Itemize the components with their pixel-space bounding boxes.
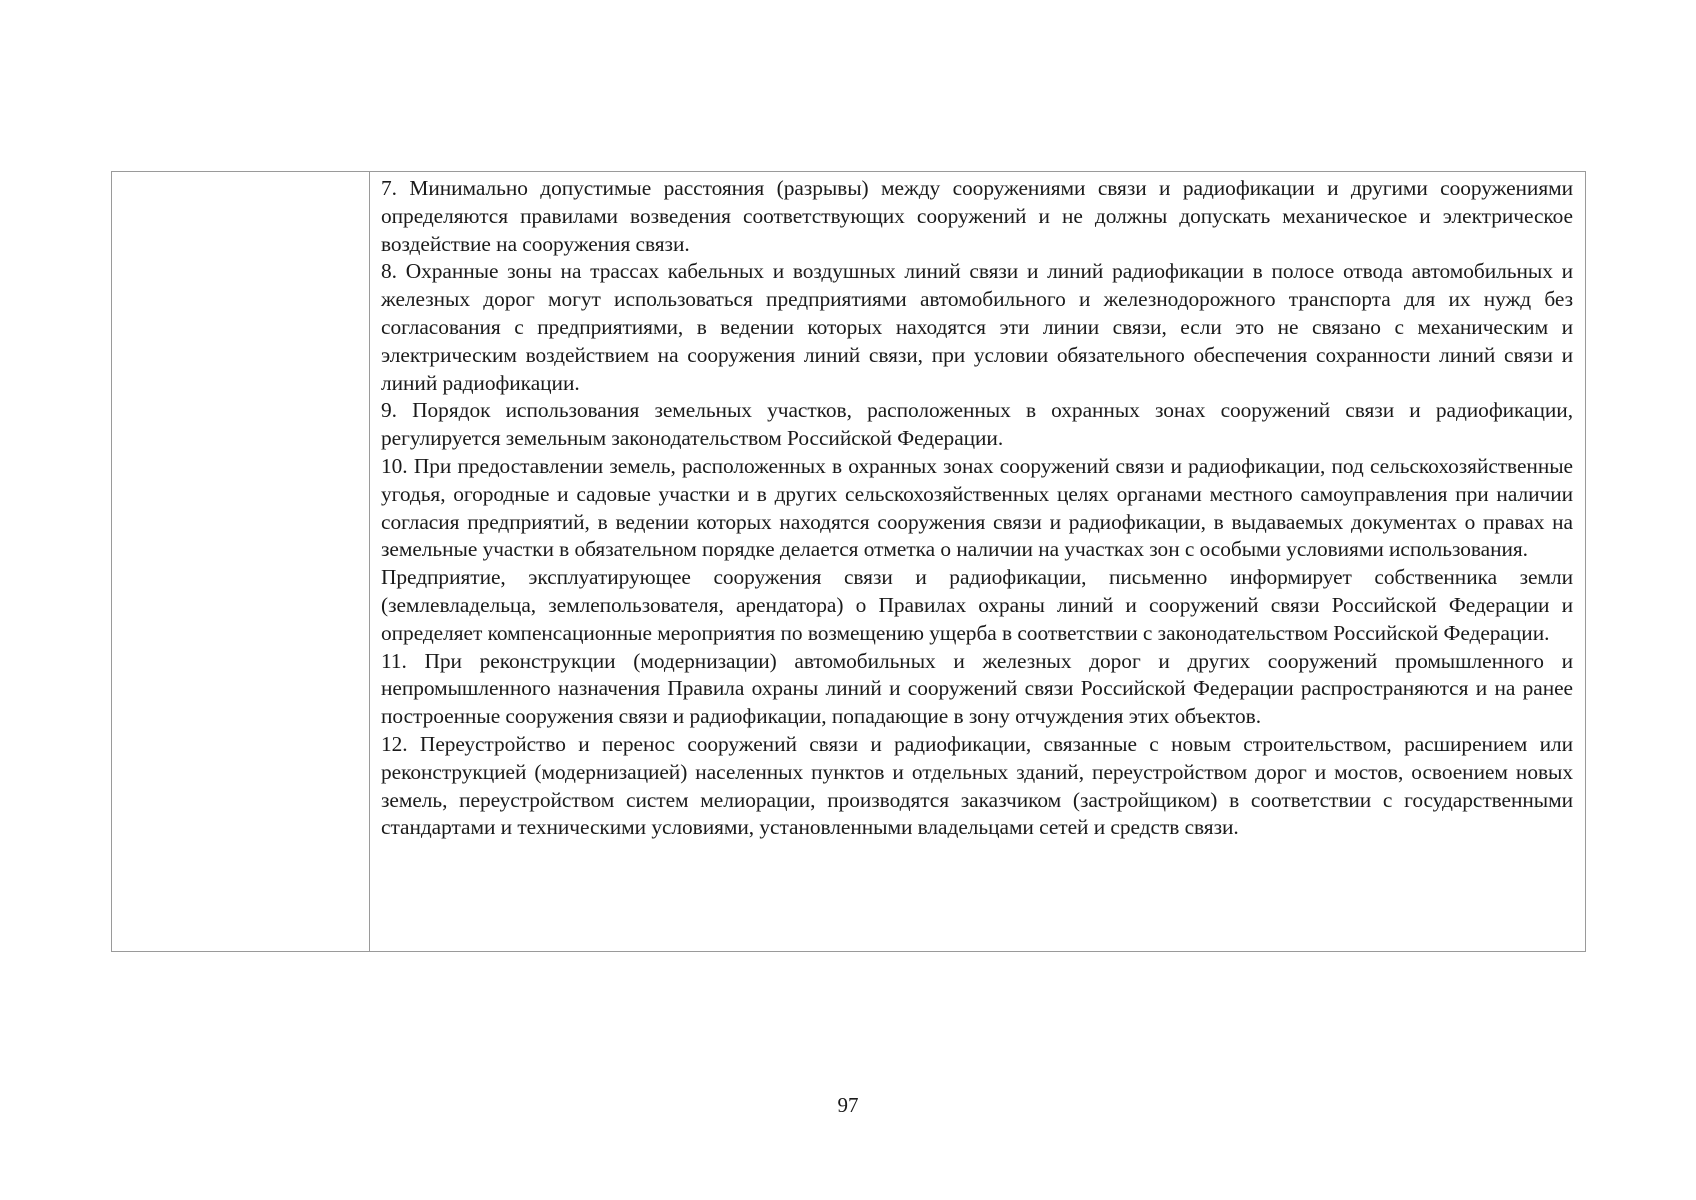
- paragraph-7: 7. Минимально допустимые расстояния (разрывы) между сооружениями связи и радиофикации и другими сооружениями определяются правилами возведения соответствующих сооружений и не должны допускать механическое и электрическое воздействие на сооружения связи.: [381, 176, 1573, 256]
- page-number: 97: [837, 1093, 859, 1117]
- paragraph-10-continuation: Предприятие, эксплуатирующее сооружения связи и радиофикации, письменно информирует собственника земли (землевладельца, землепользователя, арендатора) о Правилах охраны линий и сооружений связи Российской Федерации и определяет компенсационные мероприятия по возмещению ущерба в соответствии с законодательством Российской Федерации.: [381, 565, 1573, 645]
- paragraph-8: 8. Охранные зоны на трассах кабельных и воздушных линий связи и линий радиофикации в полосе отвода автомобильных и железных дорог могут использоваться предприятиями автомобильного и железнодорожного транспорта для их нужд без согласования с предприятиями, в ведении которых находятся эти линии связи, если это не связано с механическим и электрическим воздействием на сооружения линий связи, при условии обязательного обеспечения сохранности линий связи и линий радиофикации.: [381, 259, 1573, 395]
- paragraph-9: 9. Порядок использования земельных участков, расположенных в охранных зонах сооружений связи и радиофикации, регулируется земельным законодательством Российской Федерации.: [381, 398, 1573, 451]
- paragraph-12: 12. Переустройство и перенос сооружений связи и радиофикации, связанные с новым строительством, расширением или реконструкцией (модернизацией) населенных пунктов и отдельных зданий, переустройством дорог и мостов, освоением новых земель, переустройством систем мелиорации, производятся заказчиком (застройщиком) в соответствии с государственными стандартами и техническими условиями, установленными владельцами сетей и средств связи.: [381, 731, 1573, 840]
- table-left-cell: [112, 172, 370, 951]
- paragraph-11: 11. При реконструкции (модернизации) автомобильных и железных дорог и других сооружений промышленного и непромышленного назначения Правила охраны линий и сооружений связи Российской Федерации распространяются и на ранее построенные сооружения связи и радиофикации, попадающие в зону отчуждения этих объектов.: [381, 648, 1573, 729]
- paragraph-10: 10. При предоставлении земель, расположенных в охранных зонах сооружений связи и радиофикации, под сельскохозяйственные угодья, огородные и садовые участки и в других сельскохозяйственных целях органами местного самоуправления при наличии согласия предприятий, в ведении которых находятся сооружения связи и радиофикации, в выдаваемых документах о правах на земельные участки в обязательном порядке делается отметка о наличии на участках зон с особыми условиями использования.: [381, 453, 1573, 562]
- document-table: [111, 171, 1586, 952]
- table-right-cell: [370, 172, 1585, 951]
